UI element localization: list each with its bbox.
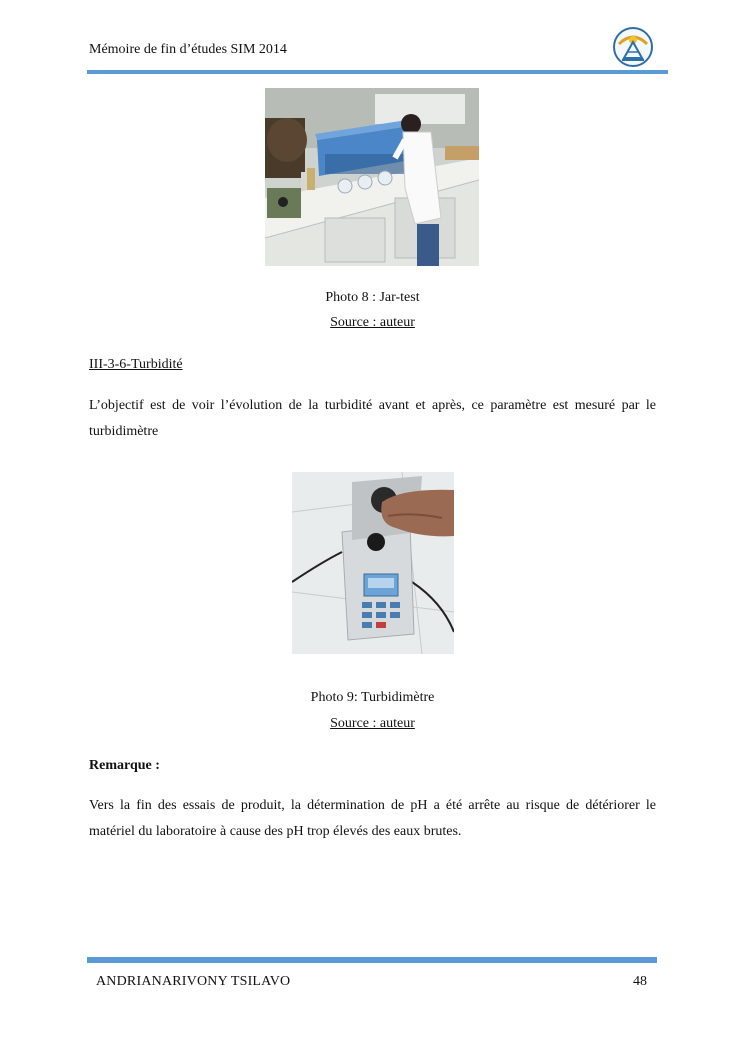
footer-rule (87, 957, 657, 963)
figure2-caption: Photo 9: Turbidimètre (310, 690, 435, 705)
section-paragraph: L’objectif est de voir l’évolution de la turbidité avant et après, ce paramètre est mesuré par le turbidimètre (89, 398, 656, 439)
figure2-source: Source : auteur (330, 716, 415, 731)
figure1-source: Source : auteur (330, 315, 415, 330)
university-seal-icon (612, 26, 654, 68)
figure1-caption: Photo 8 : Jar-test (325, 290, 420, 305)
page-number: 48 (633, 974, 647, 989)
remark-paragraph: Vers la fin des essais de produit, la détermination de pH a été arrête au risque de détériorer le matériel du laboratoire à cause des pH trop élevés des eaux brutes. (89, 798, 656, 839)
photo-jar-test (265, 88, 479, 266)
section-heading: III-3-6-Turbidité (89, 357, 183, 372)
remark-heading: Remarque : (89, 758, 160, 773)
footer-author: ANDRIANARIVONY TSILAVO (96, 974, 291, 989)
photo-turbidimeter (292, 472, 454, 654)
header-rule (87, 70, 668, 74)
header-title: Mémoire de fin d’études SIM 2014 (89, 42, 287, 57)
